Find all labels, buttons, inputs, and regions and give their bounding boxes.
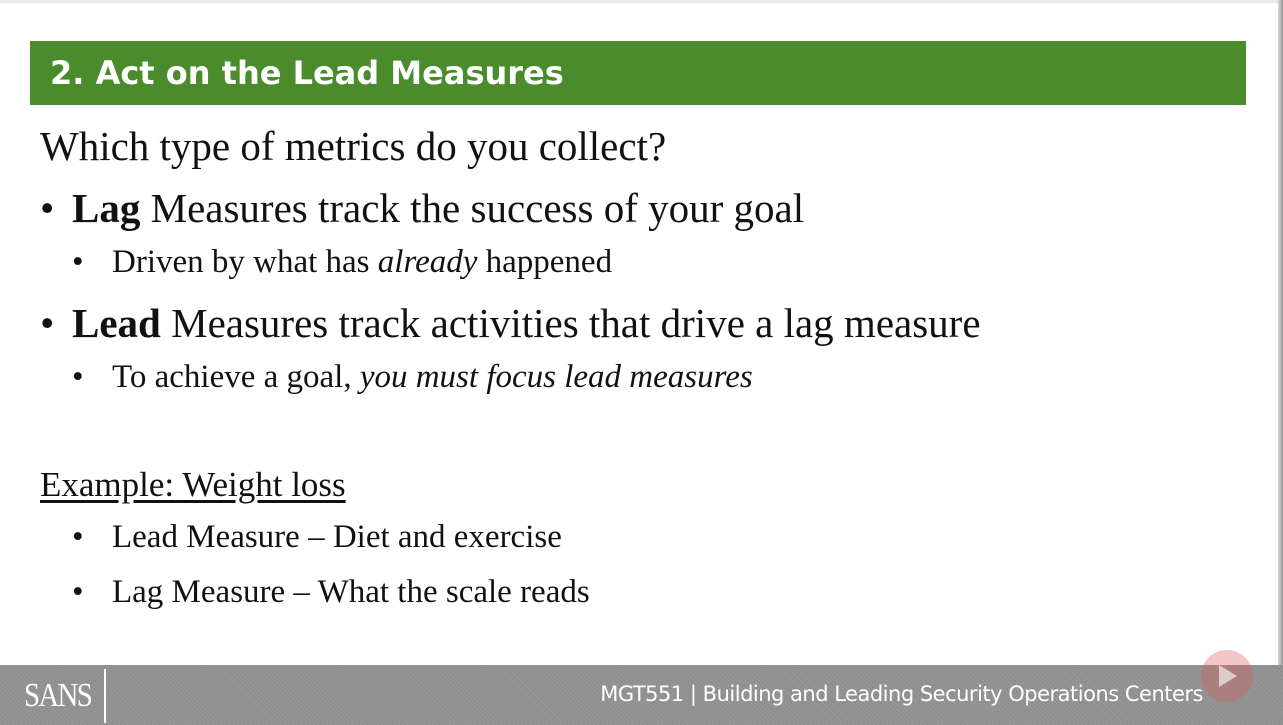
slide-title-bar	[30, 41, 1246, 105]
bullet-lead-measure	[40, 299, 981, 347]
sub-bullet-pre: To achieve a goal,	[112, 359, 360, 395]
sub-bullet-dot: •	[72, 574, 84, 610]
play-triangle	[1219, 665, 1237, 687]
example-item-lag	[72, 574, 590, 611]
footer-divider	[104, 669, 106, 723]
slide-footer	[0, 665, 1283, 725]
bullet-bold-term: Lead	[72, 300, 161, 346]
course-title: MGT551 | Building and Leading Security Operations Centers	[600, 682, 1203, 706]
sub-bullet-pre: Driven by what has	[112, 244, 378, 280]
sub-bullet-italic: already	[377, 244, 478, 280]
bullet-dot: •	[40, 185, 55, 231]
sub-bullet-dot: •	[72, 519, 84, 555]
sans-logo: SANS	[24, 677, 92, 714]
sub-bullet-lead	[72, 359, 753, 396]
bullet-rest-text: Measures track the success of your goal	[140, 185, 805, 231]
sub-bullet-post: happened	[477, 244, 613, 280]
sub-bullet-lag	[72, 244, 612, 281]
example-heading: Example: Weight loss	[40, 465, 346, 504]
bullet-dot: •	[40, 300, 55, 346]
top-border	[0, 0, 1283, 3]
play-icon[interactable]	[1201, 650, 1253, 702]
example-item-text: Lead Measure – Diet and exercise	[112, 519, 562, 555]
bullet-rest-text: Measures track activities that drive a lag measure	[160, 300, 981, 346]
slide-title: 2. Act on the Lead Measures	[50, 54, 564, 92]
sub-bullet-italic: you must focus lead measures	[359, 359, 753, 395]
bullet-bold-term: Lag	[72, 185, 141, 231]
example-item-text: Lag Measure – What the scale reads	[112, 574, 590, 610]
sub-bullet-dot: •	[72, 244, 84, 280]
sub-bullet-dot: •	[72, 359, 84, 395]
right-edge-shadow	[1278, 0, 1283, 665]
bullet-lag-measure	[40, 184, 804, 232]
example-item-lead	[72, 519, 562, 556]
question-text: Which type of metrics do you collect?	[40, 123, 667, 169]
